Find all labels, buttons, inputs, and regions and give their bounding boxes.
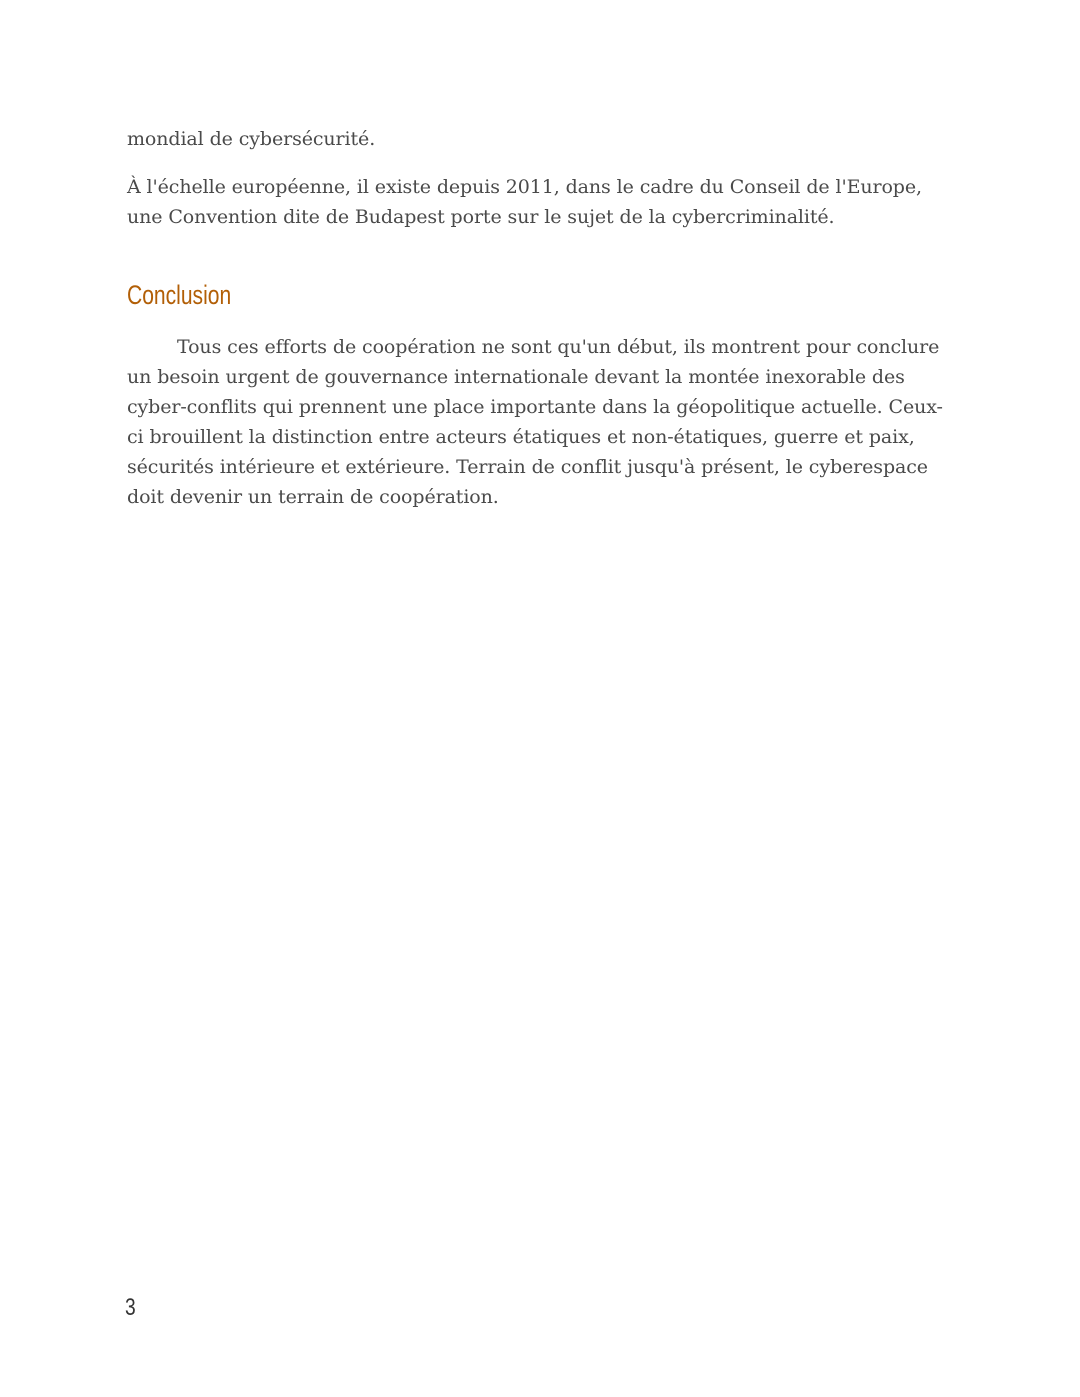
page-number: 3 (125, 1294, 136, 1321)
page-content (127, 124, 957, 512)
paragraph-budapest-convention: À l'échelle européenne, il existe depuis 2011, dans le cadre du Conseil de l'Europe, une Convention dite de Budapest porte sur le sujet de la cybercriminalité. (127, 176, 922, 228)
paragraph-continuation: mondial de cybersécurité. (127, 128, 376, 150)
paragraph-conclusion: Tous ces efforts de coopération ne sont qu'un début, ils montrent pour conclure un besoin urgent de gouvernance internationale devant la montée inexorable des cyber-conflits qui prennent une place importante dans la géopolitique actuelle. Ceux-ci brouillent la distinction entre acteurs étatiques et non-étatiques, guerre et paix, sécurités intérieure et extérieure. Terrain de conflit jusqu'à présent, le cyberespace doit devenir un terrain de coopération. (127, 336, 943, 508)
section-heading-conclusion: Conclusion (127, 280, 232, 310)
